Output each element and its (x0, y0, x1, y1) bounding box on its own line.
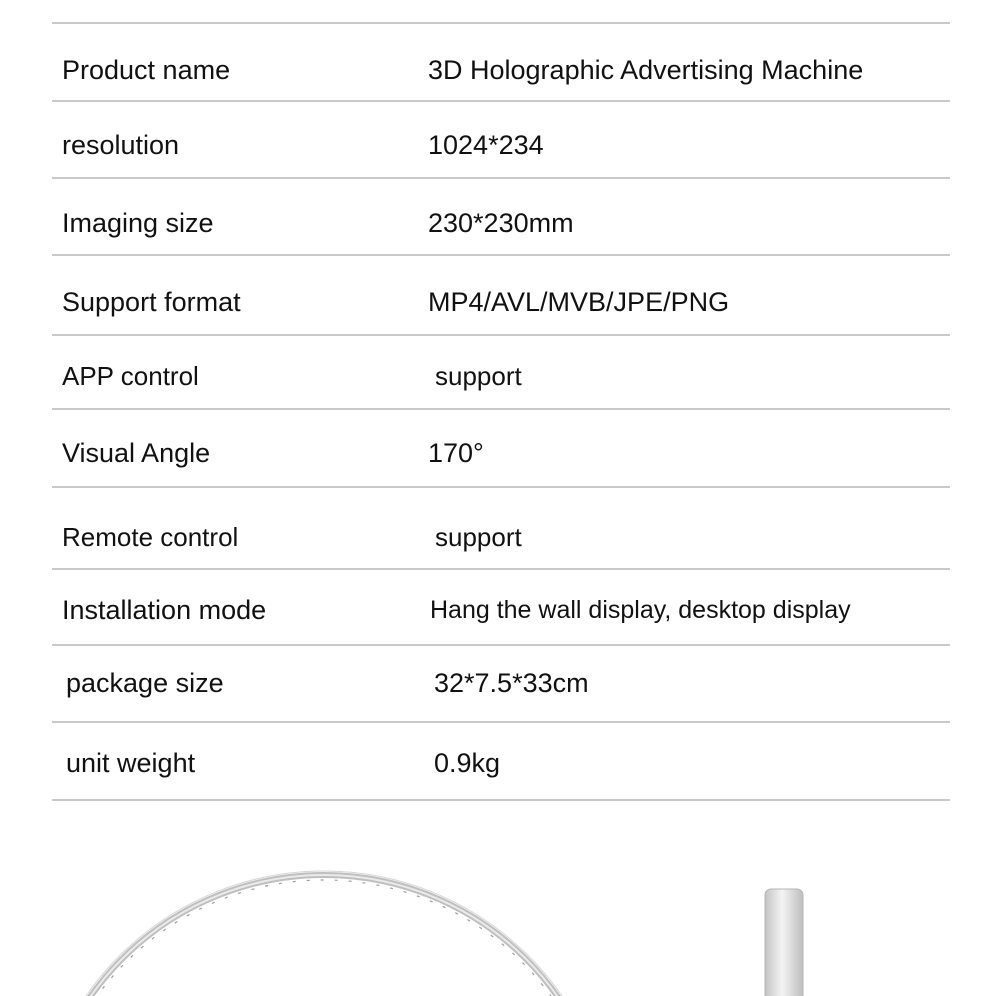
spec-label: Remote control (62, 522, 239, 552)
spec-label: Visual Angle (62, 438, 211, 468)
spec-label: APP control (62, 361, 199, 391)
spec-label: unit weight (66, 748, 196, 778)
spec-label: Support format (62, 287, 241, 317)
spec-value: 32*7.5*33cm (434, 668, 589, 698)
wall-mount-stand (765, 889, 803, 996)
spec-row-package-size (52, 646, 950, 723)
spec-value: Hang the wall display, desktop display (430, 596, 851, 624)
spec-label: Imaging size (62, 208, 214, 238)
spec-label: package size (66, 668, 224, 698)
spec-value: 3D Holographic Advertising Machine (428, 55, 864, 85)
spec-row-product-name (52, 24, 950, 102)
spec-row-resolution (52, 102, 950, 179)
hologram-fan-ring (35, 871, 613, 996)
spec-value: MP4/AVL/MVB/JPE/PNG (428, 287, 730, 317)
spec-row-remote-control (52, 488, 950, 570)
spec-value: 0.9kg (434, 748, 501, 778)
spec-value: support (435, 361, 522, 391)
spec-row-support-format (52, 256, 950, 336)
spec-value: support (435, 522, 522, 552)
spec-row-visual-angle (52, 410, 950, 488)
spec-row-installation-mode (52, 570, 950, 646)
spec-row-imaging-size (52, 179, 950, 256)
spec-label: Installation mode (62, 595, 267, 625)
spec-label: Product name (62, 55, 231, 85)
spec-label: resolution (62, 130, 180, 160)
spec-row-unit-weight (52, 723, 950, 801)
spec-value: 1024*234 (428, 130, 544, 160)
spec-value: 230*230mm (428, 208, 574, 238)
spec-value: 170° (428, 438, 484, 468)
spec-row-app-control (52, 336, 950, 410)
spec-table (52, 22, 950, 801)
product-photo (0, 850, 1001, 996)
